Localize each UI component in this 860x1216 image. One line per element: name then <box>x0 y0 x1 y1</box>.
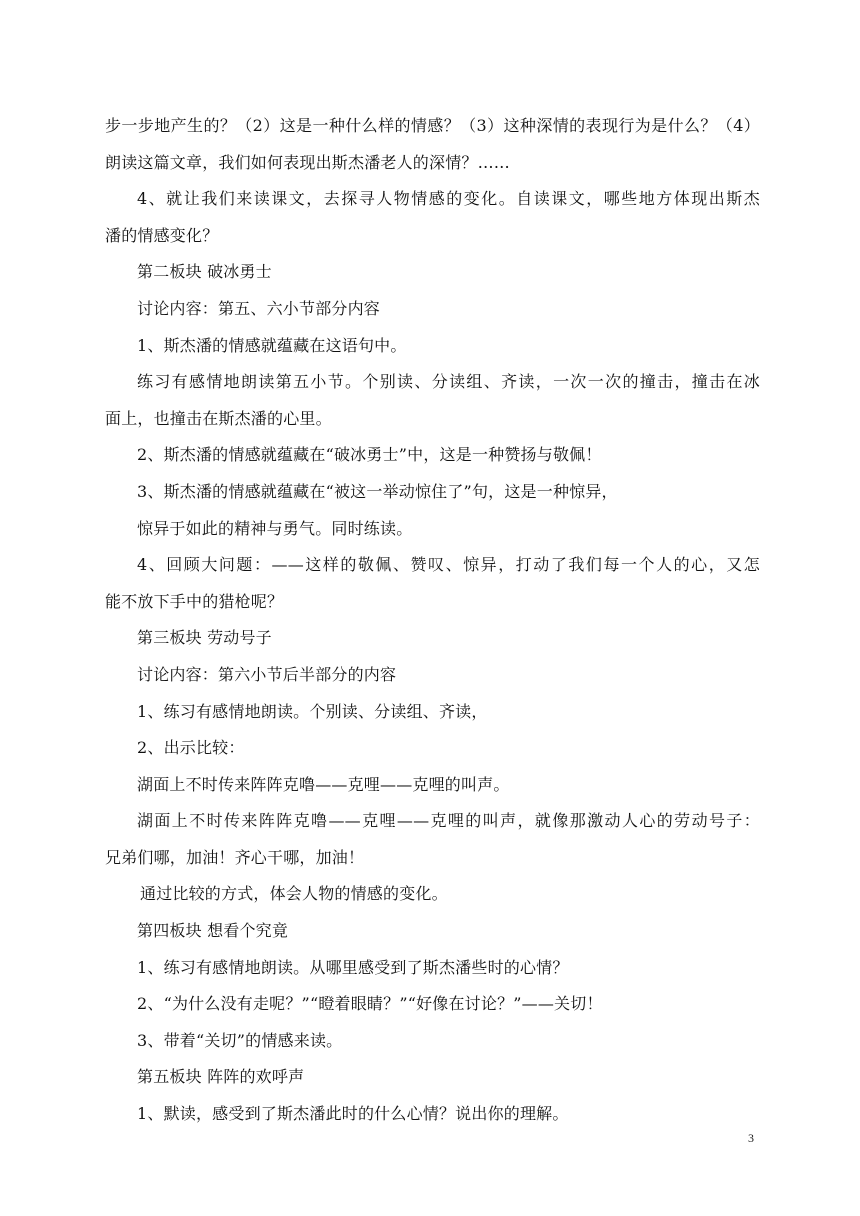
paragraph-line: 湖面上不时传来阵阵克噜——克哩——克哩的叫声，就像那激动人心的劳动号子： <box>137 811 760 831</box>
paragraph-line: 1、默读，感受到了斯杰潘此时的什么心情？说出你的理解。 <box>137 1104 569 1124</box>
section-heading: 第五板块 阵阵的欢呼声 <box>137 1067 305 1087</box>
paragraph-line: 惊异于如此的精神与勇气。同时练读。 <box>137 518 413 538</box>
paragraph-line: 3、斯杰潘的情感就蕴藏在“被这一举动惊住了”句，这是一种惊异， <box>137 481 618 501</box>
paragraph-line: 2、“为什么没有走呢？”“瞪着眼睛？”“好像在讨论？”——关切！ <box>137 994 603 1014</box>
paragraph-line: 1、练习有感情地朗读。从哪里感受到了斯杰潘些时的心情？ <box>137 957 569 977</box>
paragraph-line: 湖面上不时传来阵阵克噜——克哩——克哩的叫声。 <box>137 774 510 794</box>
page-number: 3 <box>748 1131 754 1145</box>
paragraph-line: 步一步地产生的？（2）这是一种什么样的情感？（3）这种深情的表现行为是什么？（4） <box>105 116 760 135</box>
section-heading: 第三板块 劳动号子 <box>137 628 272 648</box>
paragraph-line: 2、斯杰潘的情感就蕴藏在“破冰勇士”中，这是一种赞扬与敬佩！ <box>137 445 602 465</box>
paragraph-line: 练习有感情地朗读第五小节。个别读、分读组、齐读，一次一次的撞击，撞击在冰 <box>137 372 760 392</box>
paragraph-line: 1、练习有感情地朗读。个别读、分读组、齐读， <box>137 701 488 721</box>
paragraph-line: 讨论内容：第五、六小节部分内容 <box>137 298 381 318</box>
paragraph-line: 兄弟们哪，加油！齐心干哪，加油！ <box>105 847 365 867</box>
section-heading: 第二板块 破冰勇士 <box>137 262 272 282</box>
paragraph-line: 1、斯杰潘的情感就蕴藏在这语句中。 <box>137 335 407 355</box>
paragraph-line: 能不放下手中的猎枪呢？ <box>105 591 284 611</box>
paragraph-line: 潘的情感变化？ <box>105 225 219 245</box>
section-heading: 第四板块 想看个究竟 <box>137 921 289 941</box>
paragraph-line: 通过比较的方式，体会人物的情感的变化。 <box>140 884 448 904</box>
paragraph-line: 3、带着“关切”的情感来读。 <box>137 1030 343 1050</box>
document-body <box>105 108 760 1133</box>
paragraph-line: 讨论内容：第六小节后半部分的内容 <box>137 664 397 684</box>
paragraph-line: 面上，也撞击在斯杰潘的心里。 <box>105 408 332 428</box>
paragraph-line: 4、回顾大问题：——这样的敬佩、赞叹、惊异，打动了我们每一个人的心，又怎 <box>137 555 760 575</box>
paragraph-line: 朗读这篇文章，我们如何表现出斯杰潘老人的深情？…… <box>105 152 511 172</box>
paragraph-line: 4、就让我们来读课文，去探寻人物情感的变化。自读课文，哪些地方体现出斯杰 <box>137 189 760 209</box>
paragraph-line: 2、出示比较： <box>137 738 245 758</box>
